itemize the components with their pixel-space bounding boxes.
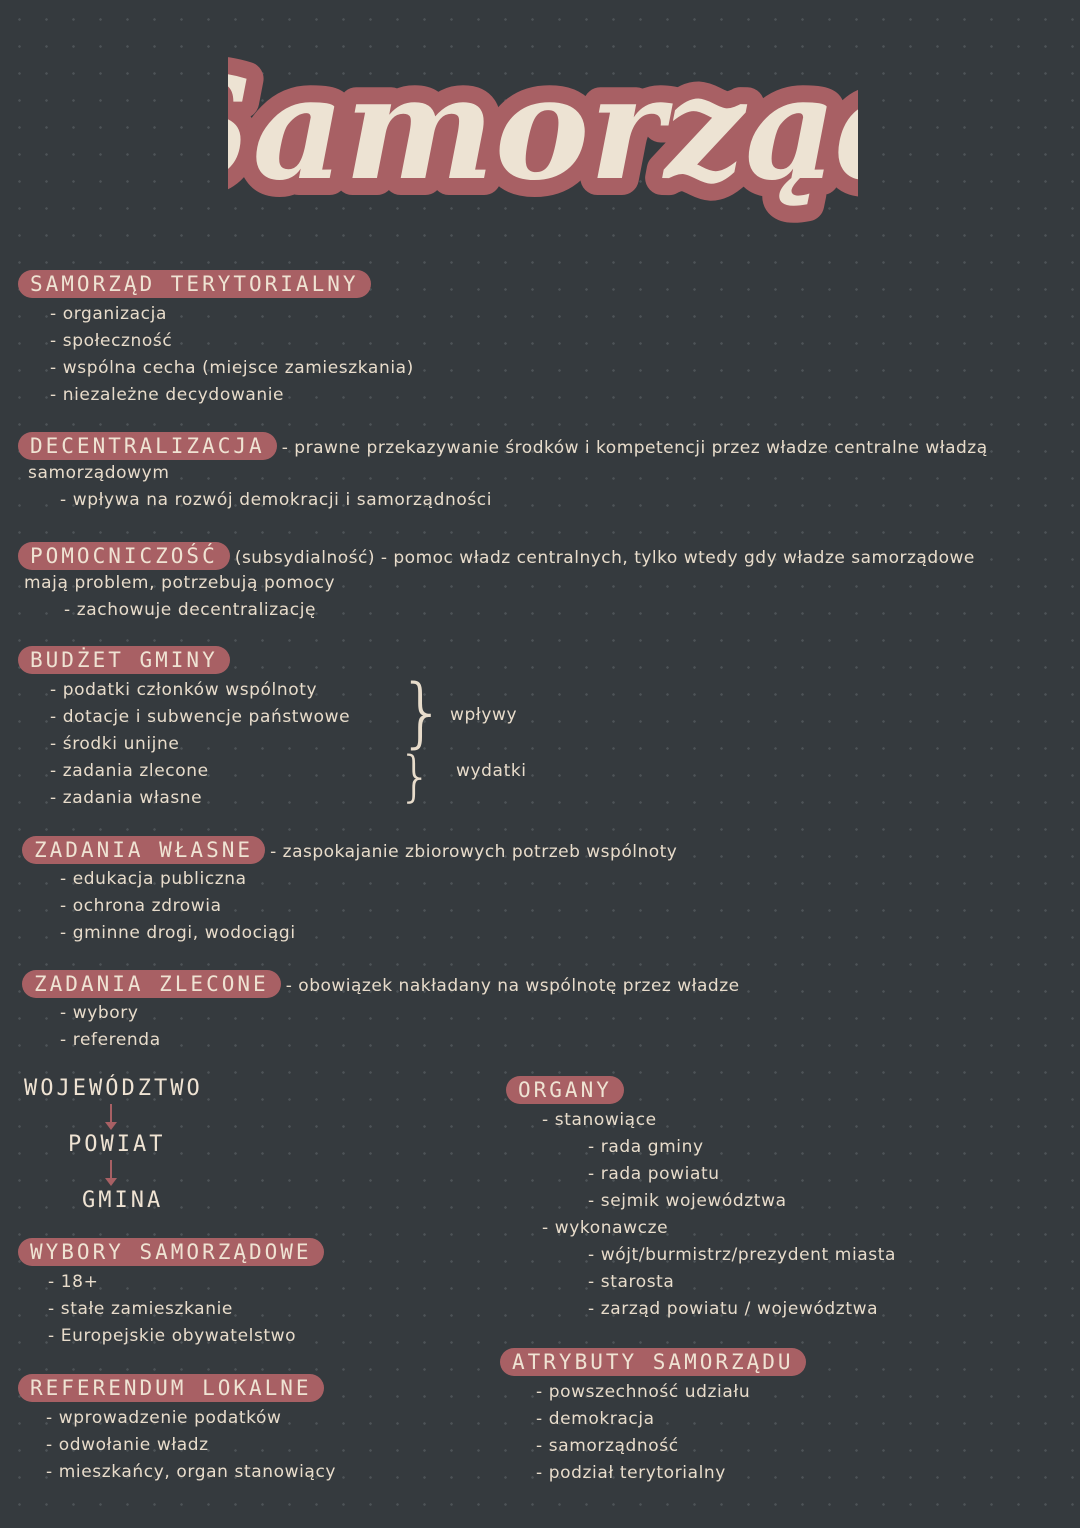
list-item: - mieszkańcy, organ stanowiący [46,1462,337,1482]
list-item: - wójt/burmistrz/prezydent miasta [588,1245,897,1265]
section-budget [18,646,350,812]
decentralization-definition: - prawne przekazywanie środków i kompetencji przez władze centralne władzą [281,438,988,458]
section-territorial [18,270,414,409]
list-item: - samorządność [536,1436,679,1456]
subsidiarity-definition: (subsydialność) - pomoc władz centralnych, tylko wtedy gdy władze samorządowe [234,548,975,568]
subsidiarity-definition-cont: mają problem, potrzebują pomocy [24,573,336,593]
list-item: - zadania własne [50,788,203,808]
list-item: - zachowuje decentralizację [64,600,317,620]
arrow-down-icon [110,1104,112,1124]
hierarchy-level-county: POWIAT [68,1132,166,1157]
list-item: - powszechność udziału [536,1382,751,1402]
list-item: - stałe zamieszkanie [48,1299,233,1319]
budget-header: BUDŻET GMINY [18,646,230,674]
list-item: - wspólna cecha (miejsce zamieszkania) [50,358,414,378]
section-subsidiarity [18,542,1068,624]
page-title [228,28,858,238]
section-decentralization [18,432,1068,514]
elections-header: WYBORY SAMORZĄDOWE [18,1238,324,1266]
list-item: - demokracja [536,1409,655,1429]
section-referendum [18,1374,336,1486]
decentralization-header: DECENTRALIZACJA [18,432,277,460]
income-brace: } [398,667,447,756]
section-elections [18,1238,324,1350]
list-item: - referenda [60,1030,161,1050]
budget-income-label: wpływy [450,705,518,725]
title-outline: amorzą [252,46,837,212]
list-item: - podział terytorialny [536,1463,726,1483]
organs-decisive-label: - stanowiące [542,1110,657,1130]
own-tasks-definition: - zaspokajanie zbiorowych potrzeb wspólnoty [270,842,678,862]
list-item: - ochrona zdrowia [60,896,222,916]
list-item: - sejmik województwa [588,1191,787,1211]
commissioned-tasks-definition: - obowiązek nakładany na wspólnotę przez władze [285,976,740,996]
referendum-header: REFERENDUM LOKALNE [18,1374,324,1402]
list-item: - edukacja publiczna [60,869,247,889]
list-item: - rada powiatu [588,1164,720,1184]
section-organs [506,1076,896,1323]
list-item: - starosta [588,1272,675,1292]
subsidiarity-header: POMOCNICZOŚĆ [18,542,230,570]
hierarchy-level-voivodeship: WOJEWÓDZTWO [24,1076,203,1101]
list-item: - Europejskie obywatelstwo [48,1326,297,1346]
hierarchy-level-commune: GMINA [82,1188,164,1213]
title-graphic [228,28,858,238]
section-own-tasks [22,836,1022,947]
list-item: - rada gminy [588,1137,704,1157]
list-item: - niezależne decydowanie [50,385,285,405]
decentralization-definition-cont: samorządowym [28,463,170,483]
territorial-header: SAMORZĄD TERYTORIALNY [18,270,371,298]
own-tasks-header: ZADANIA WŁASNE [22,836,265,864]
arrow-down-icon [110,1160,112,1180]
list-item: - gminne drogi, wodociągi [60,923,296,943]
budget-expense-label: wydatki [456,761,527,781]
list-item: - zarząd powiatu / województwa [588,1299,879,1319]
section-attributes [500,1348,806,1487]
attributes-header: ATRYBUTY SAMORZĄDU [500,1348,806,1376]
list-item: - wybory [60,1003,139,1023]
list-item: - zadania zlecone [50,761,209,781]
list-item: - społeczność [50,331,173,351]
organs-header: ORGANY [506,1076,624,1104]
organs-executive-label: - wykonawcze [542,1218,669,1238]
list-item: - środki unijne [50,734,180,754]
title-text: amorzą [252,46,837,212]
expense-brace: } [398,745,433,808]
list-item: - organizacja [50,304,167,324]
list-item: - dotacje i subwencje państwowe [50,707,351,727]
list-item: - wpływa na rozwój demokracji i samorządności [60,490,493,510]
list-item: - odwołanie władz [46,1435,209,1455]
list-item: - podatki członków wspólnoty [50,680,318,700]
list-item: - wprowadzenie podatków [46,1408,282,1428]
section-commissioned-tasks [22,970,1022,1054]
commissioned-tasks-header: ZADANIA ZLECONE [22,970,281,998]
list-item: - 18+ [48,1272,99,1292]
